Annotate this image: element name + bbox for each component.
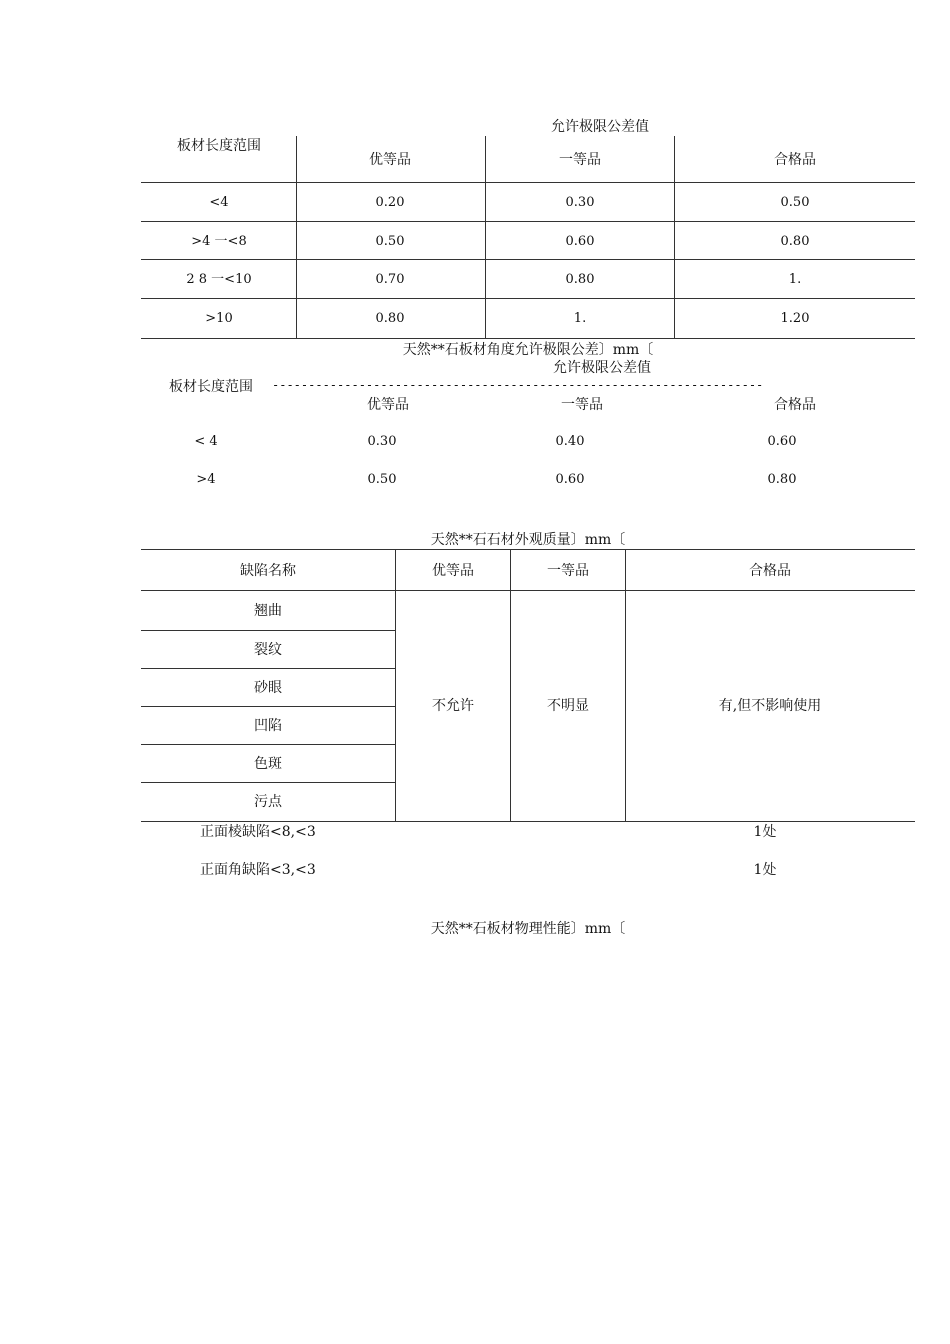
table2-grade-header: 合格品 (774, 397, 816, 413)
table1-rule (141, 182, 915, 183)
table1-cell: 1.20 (780, 311, 810, 326)
table2-caption: 天然**石板材角度允许极限公差〕mm〔 (402, 342, 654, 358)
table2-cell: 0.60 (767, 434, 797, 449)
table1-cell-range: 2 8 一<10 (186, 272, 252, 287)
table1-rule (141, 259, 915, 260)
table1-rule (141, 338, 915, 339)
table1-grade-header: 优等品 (369, 152, 411, 168)
table3-extra-label: 正面棱缺陷<8,<3 (200, 824, 316, 840)
table3-caption: 天然**石石材外观质量〕mm〔 (430, 532, 626, 548)
table2-cell-range: < 4 (194, 434, 218, 449)
table3-defect-name: 色斑 (254, 756, 282, 772)
table1-rule (141, 221, 915, 222)
table1-divider (296, 136, 297, 338)
table4-caption: 天然**石板材物理性能〕mm〔 (430, 921, 626, 937)
table3-grade-header: 合格品 (749, 563, 791, 579)
table2-cell-range: >4 (196, 472, 216, 487)
table3-rule (141, 668, 396, 669)
table3-col-defect: 缺陷名称 (240, 563, 296, 579)
table3-divider (625, 549, 626, 821)
table2-cell: 0.60 (555, 472, 585, 487)
table1-header-group: 允许极限公差值 (551, 119, 649, 135)
table3-extra-value: 1处 (753, 862, 777, 878)
table2-dash-line: -------------------------------------------------------------------- (272, 378, 764, 392)
table1-cell: 0.80 (780, 234, 810, 249)
table3-rule (141, 630, 396, 631)
table3-defect-name: 污点 (254, 794, 282, 810)
table1-cell-range: >10 (205, 311, 233, 326)
table2-cell: 0.80 (767, 472, 797, 487)
table2-cell: 0.50 (367, 472, 397, 487)
table1-grade-header: 一等品 (559, 152, 601, 168)
table2-col-range: 板材长度范围 (169, 379, 253, 395)
table1-rule (141, 298, 915, 299)
table3-defect-name: 裂纹 (254, 642, 282, 658)
table3-rule (141, 706, 396, 707)
table1-cell-range: <4 (209, 195, 229, 210)
table1-grade-header: 合格品 (774, 152, 816, 168)
table3-extra-label: 正面角缺陷<3,<3 (200, 862, 316, 878)
table1-cell: 1. (573, 311, 587, 326)
table1-cell: 0.60 (565, 234, 595, 249)
table3-rule (141, 590, 915, 591)
table3-defect-name: 凹陷 (254, 718, 282, 734)
table2-grade-header: 优等品 (367, 397, 409, 413)
table3-merged-cell: 不允许 (432, 698, 474, 714)
table1-divider (485, 136, 486, 338)
table2-grade-header: 一等品 (561, 397, 603, 413)
table3-defect-name: 翘曲 (254, 603, 282, 619)
table1-cell: 0.50 (375, 234, 405, 249)
table3-rule (141, 821, 915, 822)
table3-merged-cell: 不明显 (547, 698, 589, 714)
table1-cell: 0.80 (565, 272, 595, 287)
table1-cell: 0.20 (375, 195, 405, 210)
table3-rule (141, 782, 396, 783)
table1-cell: 1. (788, 272, 802, 287)
table1-cell: 0.80 (375, 311, 405, 326)
table3-divider (510, 549, 511, 821)
table3-divider (395, 549, 396, 821)
table3-extra-value: 1处 (753, 824, 777, 840)
table1-cell: 0.70 (375, 272, 405, 287)
table3-grade-header: 一等品 (547, 563, 589, 579)
table3-defect-name: 砂眼 (254, 680, 282, 696)
table1-col-range: 板材长度范围 (177, 138, 261, 154)
table1-cell-range: >4 一<8 (191, 234, 247, 249)
table1-divider (674, 136, 675, 338)
table2-cell: 0.30 (367, 434, 397, 449)
table2-cell: 0.40 (555, 434, 585, 449)
table3-merged-cell: 有,但不影响使用 (718, 698, 822, 714)
table2-header-group: 允许极限公差值 (553, 360, 651, 376)
table3-rule (141, 549, 915, 550)
table1-cell: 0.50 (780, 195, 810, 210)
table1-cell: 0.30 (565, 195, 595, 210)
table3-rule (141, 744, 396, 745)
table3-grade-header: 优等品 (432, 563, 474, 579)
